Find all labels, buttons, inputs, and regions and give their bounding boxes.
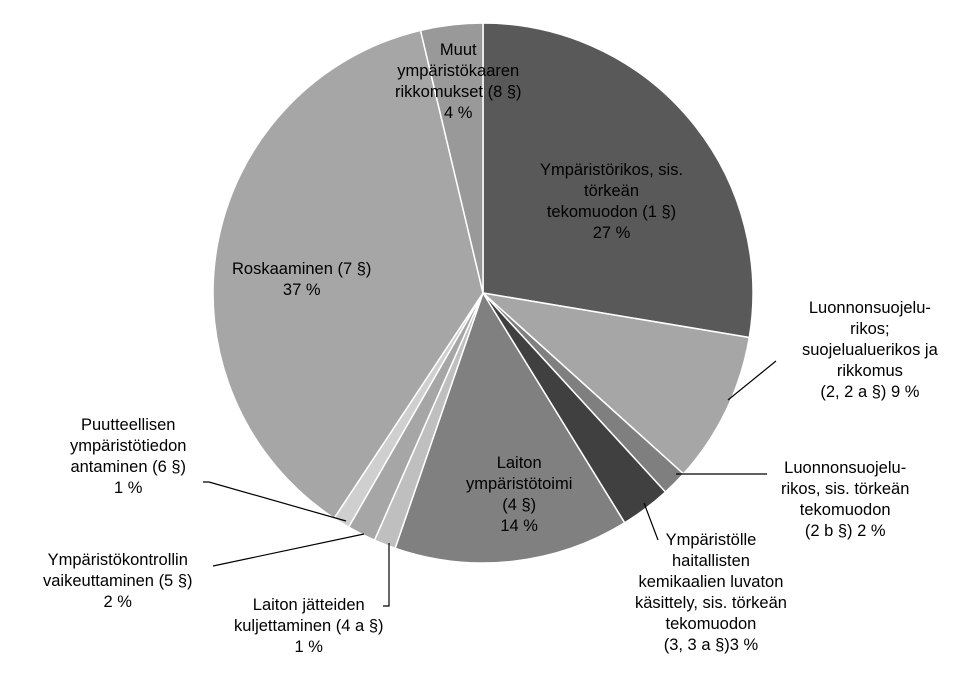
slice-label-line: 14 % xyxy=(500,517,538,535)
slice-label-line: Ympäristölle xyxy=(665,531,757,549)
slice-label-4 xyxy=(635,530,787,656)
slice-label-6 xyxy=(234,595,384,658)
slice-label-line: antaminen (6 §) xyxy=(70,458,187,476)
slice-label-line: 1 % xyxy=(294,638,323,656)
leader-line-6 xyxy=(383,543,389,606)
slice-label-line: (3, 3 a §)3 % xyxy=(663,636,759,654)
slice-label-line: ympäristötiedon xyxy=(70,437,187,455)
slice-label-line: haitallisten xyxy=(671,552,750,570)
slice-label-line: 27 % xyxy=(592,224,631,242)
slice-label-line: ympäristökaaren xyxy=(397,62,520,80)
slice-label-line: rikos; xyxy=(850,320,890,338)
slice-label-line: Luonnonsuojelu- xyxy=(808,299,931,317)
slice-label-line: rikkomus xyxy=(836,362,903,380)
slice-label-line: 37 % xyxy=(282,281,321,299)
slice-label-line: 4 % xyxy=(444,104,473,122)
slice-label-line: Luonnonsuojelu- xyxy=(784,459,907,477)
slice-label-line: Laiton xyxy=(496,454,542,472)
slice-label-line: Laiton jätteiden xyxy=(252,596,365,614)
slice-label-line: tekomuodon xyxy=(665,615,757,633)
slice-label-line: Ympäristörikos, sis. xyxy=(540,161,684,179)
slice-label-1 xyxy=(540,160,683,244)
leader-line-7 xyxy=(213,534,364,566)
slice-label-line: kuljettaminen (4 a §) xyxy=(234,617,384,635)
slice-label-line: vaikeuttaminen (5 §) xyxy=(43,572,193,590)
slice-label-line: käsittely, sis. törkeän xyxy=(635,594,787,612)
slice-label-line: (4 §) xyxy=(502,496,537,514)
slice-label-line: Ympäristökontrollin xyxy=(47,551,188,569)
slice-label-line: törkeän xyxy=(583,182,640,200)
slice-label-line: (2, 2 a §) 9 % xyxy=(820,383,920,401)
slice-label-line: suojelualuerikos ja xyxy=(802,341,938,359)
slice-label-line: kemikaalien luvaton xyxy=(638,573,784,591)
slice-label-2 xyxy=(802,298,938,403)
slice-label-3 xyxy=(781,458,909,542)
slice-label-line: tekomuodon (1 §) xyxy=(546,203,677,221)
slice-label-line: 2 % xyxy=(103,593,132,611)
slice-label-line: rikkomukset (8 §) xyxy=(395,83,522,101)
slice-label-line: Puutteellisen xyxy=(81,416,176,434)
slice-label-9 xyxy=(232,259,371,301)
slice-label-line: tekomuodon xyxy=(799,501,891,519)
slice-label-line: rikos, sis. törkeän xyxy=(781,480,910,498)
slice-label-5 xyxy=(466,453,572,537)
slice-label-line: ympäristötoimi xyxy=(466,475,573,493)
slice-label-8 xyxy=(70,415,186,499)
slice-label-line: Roskaaminen (7 §) xyxy=(232,260,372,278)
slice-label-line: (2 b §) 2 % xyxy=(804,522,886,540)
slice-label-7 xyxy=(43,550,193,613)
slice-label-line: 1 % xyxy=(114,479,143,497)
slice-label-line: Muut xyxy=(439,41,477,59)
slice-label-10 xyxy=(395,40,522,124)
